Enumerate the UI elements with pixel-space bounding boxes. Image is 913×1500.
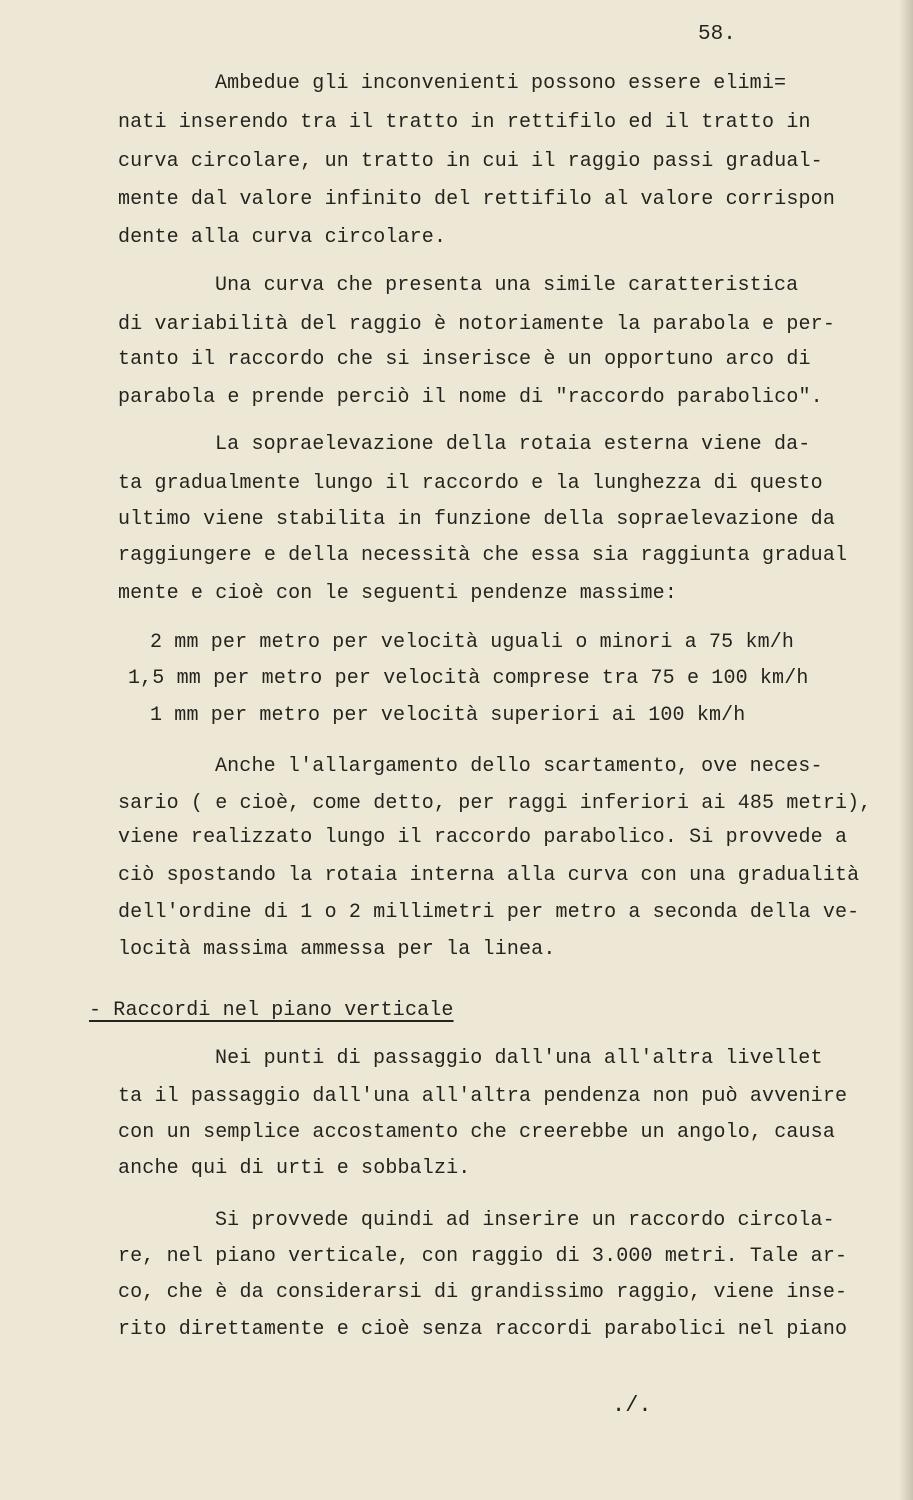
text-line: raggiungere e della necessità che essa sia raggiunta gradual [118,544,848,567]
text-line: Si provvede quindi ad inserire un raccordo circola- [215,1209,835,1232]
text-line: sario ( e cioè, come detto, per raggi inferiori ai 485 metri), [118,792,872,815]
text-line: La sopraelevazione della rotaia esterna viene da- [215,433,811,456]
page-edge-shadow [899,0,913,1500]
page-number: 58. [698,23,736,46]
text-line: Una curva che presenta una simile caratteristica [215,274,799,297]
text-line: di variabilità del raggio è notoriamente la parabola e per- [118,313,835,336]
text-line: viene realizzato lungo il raccordo parabolico. Si provvede a [118,826,848,849]
section-heading: - Raccordi nel piano verticale [89,999,454,1022]
text-line: co, che è da considerarsi di grandissimo raggio, viene inse- [118,1281,848,1304]
text-line: ciò spostando la rotaia interna alla curva con una gradualità [118,864,860,887]
text-line: Ambedue gli inconvenienti possono essere elimi= [215,72,787,95]
text-line: Nei punti di passaggio dall'una all'altra livellet [215,1047,823,1070]
text-line: ta il passaggio dall'una all'altra pendenza non può avvenire [118,1085,848,1108]
slope-list-item: 1,5 mm per metro per velocità comprese tra 75 e 100 km/h [128,667,809,690]
text-line: anche qui di urti e sobbalzi. [118,1157,471,1180]
text-line: tanto il raccordo che si inserisce è un opportuno arco di [118,348,811,371]
text-line: mente dal valore infinito del rettifilo al valore corrispon [118,188,835,211]
text-line: ta gradualmente lungo il raccordo e la lunghezza di questo [118,472,823,495]
text-line: nati inserendo tra il tratto in rettifilo ed il tratto in [118,111,811,134]
text-line: locità massima ammessa per la linea. [118,938,556,961]
continuation-mark: ./. [612,1393,652,1418]
text-line: re, nel piano verticale, con raggio di 3.000 metri. Tale ar- [118,1245,848,1268]
text-line: dell'ordine di 1 o 2 millimetri per metro a seconda della ve- [118,901,860,924]
text-line: mente e cioè con le seguenti pendenze massime: [118,582,677,605]
slope-list-item: 1 mm per metro per velocità superiori ai 100 km/h [150,704,746,727]
text-line: dente alla curva circolare. [118,226,447,249]
text-line: Anche l'allargamento dello scartamento, ove neces- [215,755,823,778]
text-line: parabola e prende perciò il nome di "raccordo parabolico". [118,386,823,409]
text-line: con un semplice accostamento che creerebbe un angolo, causa [118,1121,835,1144]
text-line: curva circolare, un tratto in cui il raggio passi gradual- [118,150,823,173]
text-line: ultimo viene stabilita in funzione della sopraelevazione da [118,508,835,531]
slope-list-item: 2 mm per metro per velocità uguali o minori a 75 km/h [150,631,795,654]
text-line: rito direttamente e cioè senza raccordi parabolici nel piano [118,1318,848,1341]
